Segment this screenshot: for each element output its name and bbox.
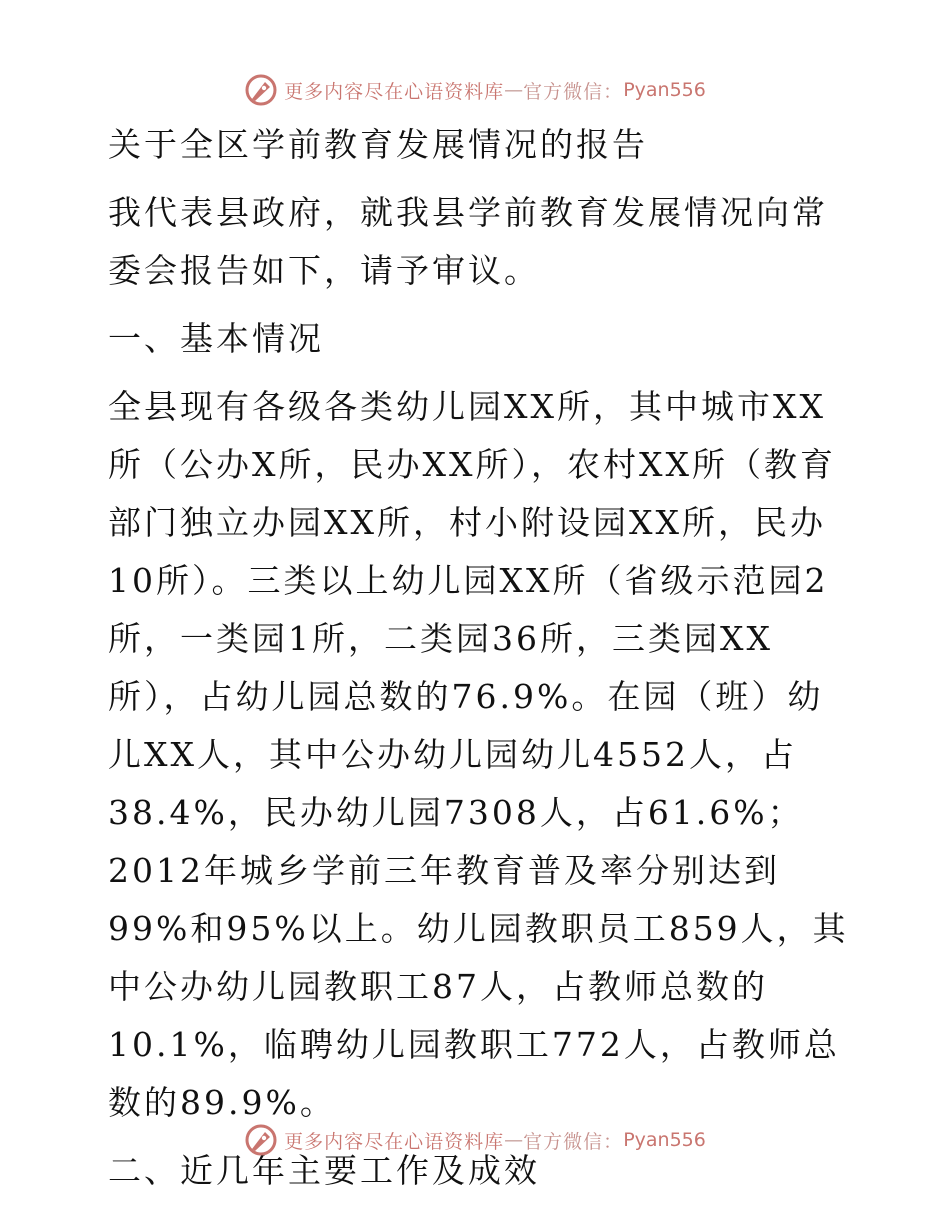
watermark-wechat-id: Pyan556: [623, 79, 706, 101]
pen-nib-logo-icon: [244, 73, 278, 107]
watermark-header: [0, 70, 950, 110]
watermark-footer: [0, 1120, 950, 1160]
watermark-dash: —: [504, 1129, 524, 1151]
watermark-brand-text: 更多内容尽在心语资料库: [284, 1130, 505, 1153]
watermark-wechat-id: Pyan556: [623, 1129, 706, 1151]
watermark-brand-text: 更多内容尽在心语资料库: [284, 80, 505, 103]
section-1-paragraph: 全县现有各级各类幼儿园XX所，其中城市XX所（公办X所，民办XX所），农村XX所（教育部门独立办园XX所，村小附设园XX所，民办10所）。三类以上幼儿园XX所（省级示范园2所，一类园1所，二类园36所，三类园XX所），占幼儿园总数的76.9%。在园（班）幼儿XX人，其中公办幼儿园幼儿4552人，占38.4%，民办幼儿园7308人，占61.6%；2012年城乡学前三年教育普及率分别达到99%和95%以上。幼儿园教职员工859人，其中公办幼儿园教职工87人，占教师总数的10.1%，临聘幼儿园教职工772人，占教师总数的89.9%。: [108, 387, 849, 1122]
document-body: [98, 116, 858, 1200]
intro-paragraph: 我代表县政府，就我县学前教育发展情况向常委会报告如下，请予审议。: [108, 193, 828, 290]
section-1-heading: 一、基本情况: [108, 319, 324, 358]
watermark-dash: —: [504, 79, 524, 101]
document-title: 关于全区学前教育发展情况的报告: [108, 125, 648, 164]
watermark-label: 官方微信：: [523, 80, 624, 103]
section-2-heading: 二、近几年主要工作及成效: [108, 1151, 540, 1190]
pen-nib-logo-icon: [244, 1123, 278, 1157]
watermark-label: 官方微信：: [523, 1130, 624, 1153]
